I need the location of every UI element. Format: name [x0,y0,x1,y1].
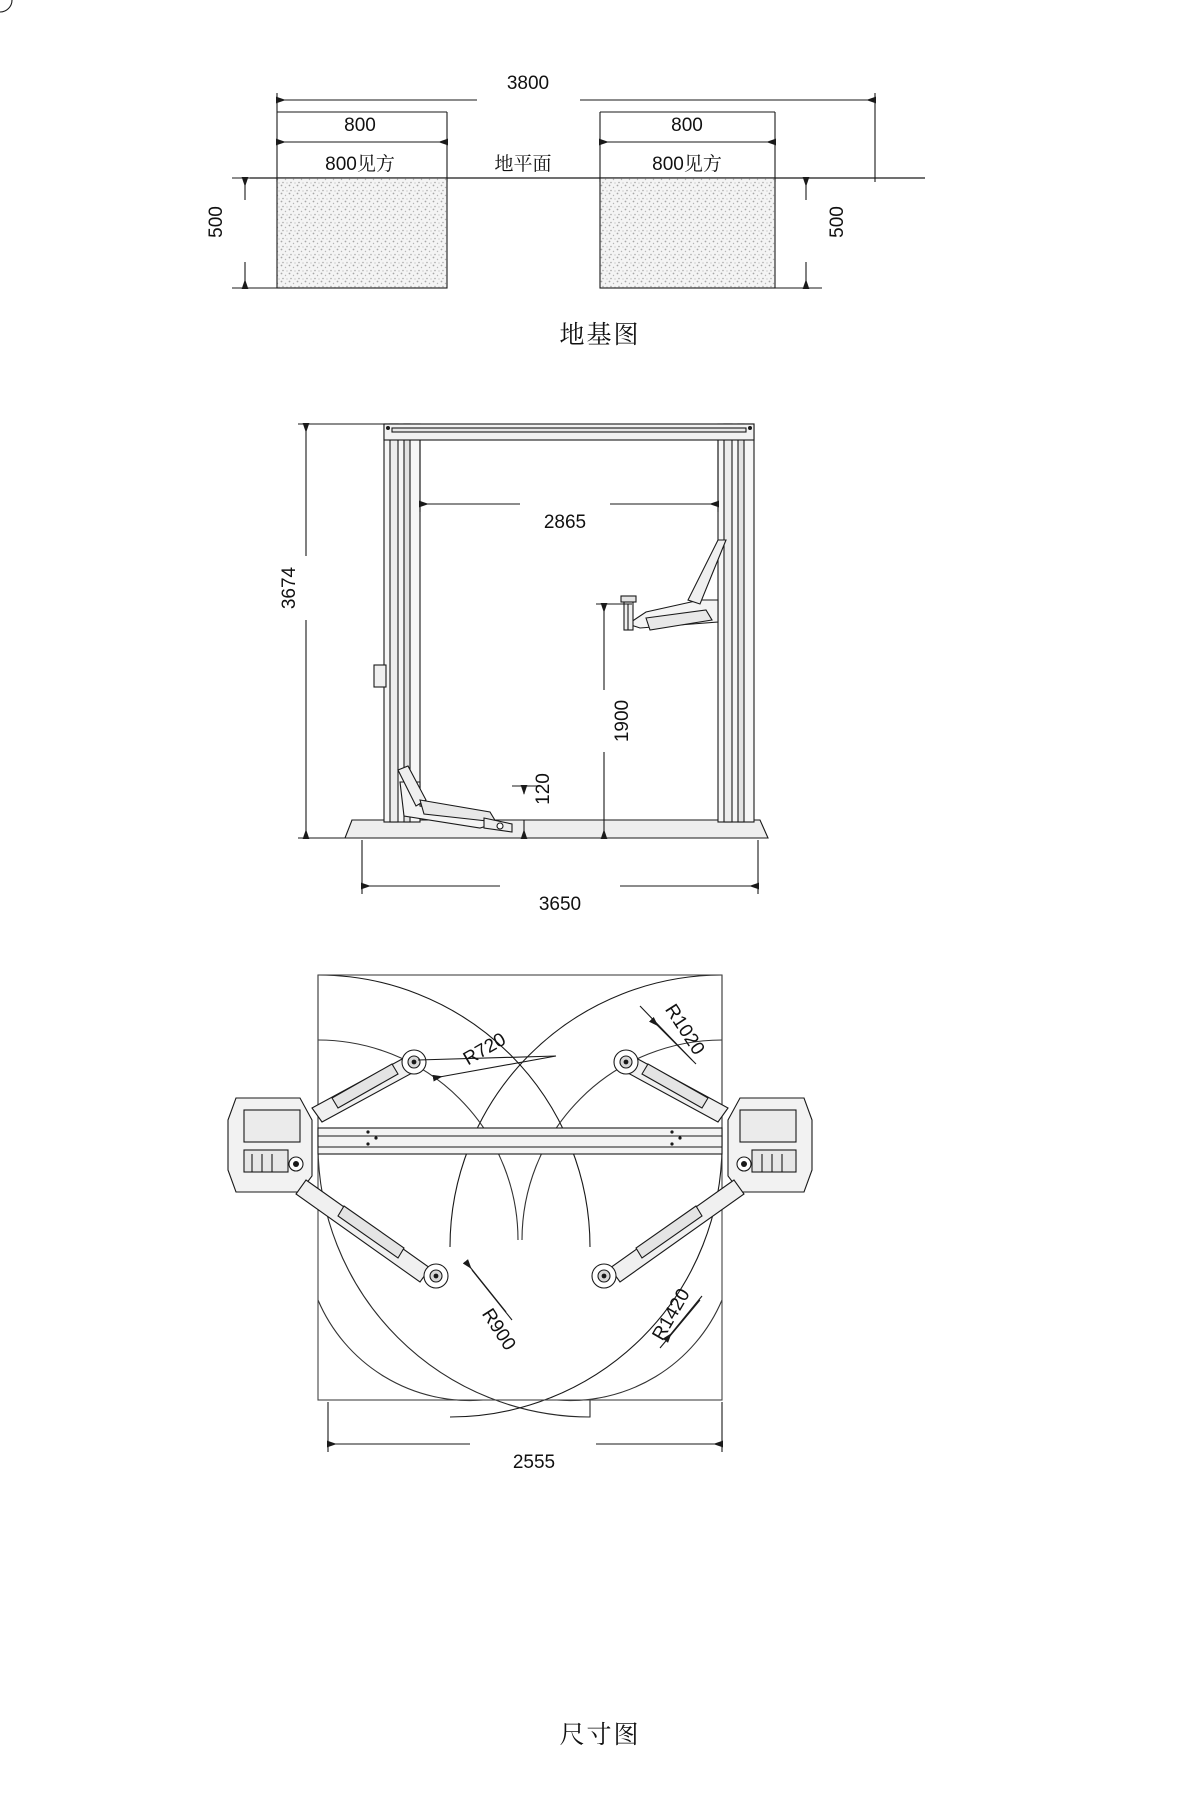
front-min-pad-height-label: 120 [533,773,554,805]
dimension-view-caption: 尺寸图 [559,1721,641,1749]
front-lift-height-label: 1900 [612,699,633,743]
plan-radius-short-rear-label: R900 [477,1304,520,1355]
foundation-view-graphics [232,93,925,288]
plan-radius-short-front-label: R720 [459,1029,510,1071]
foundation-pad-right-note-label: 800见方 [652,154,722,175]
front-base-width-label: 3650 [538,894,582,915]
foundation-pad-right-width-label: 800 [671,115,703,136]
plan-radius-long-front-label: R1020 [660,1000,709,1059]
foundation-pad-left-note-label: 800见方 [325,154,395,175]
foundation-ground-line-label: 地平面 [494,154,552,175]
plan-radius-long-rear-label: R1420 [648,1285,695,1345]
foundation-overall-width-label: 3800 [506,73,550,94]
foundation-depth-left-label: 500 [206,206,227,238]
foundation-depth-right-label: 500 [827,206,848,238]
foundation-view-caption: 地基图 [559,321,641,349]
plan-track-width-label: 2555 [512,1452,556,1473]
front-clear-width-label: 2865 [543,512,587,533]
front-view-graphics [298,424,768,894]
front-overall-height-label: 3674 [279,566,300,610]
foundation-pad-left-width-label: 800 [344,115,376,136]
